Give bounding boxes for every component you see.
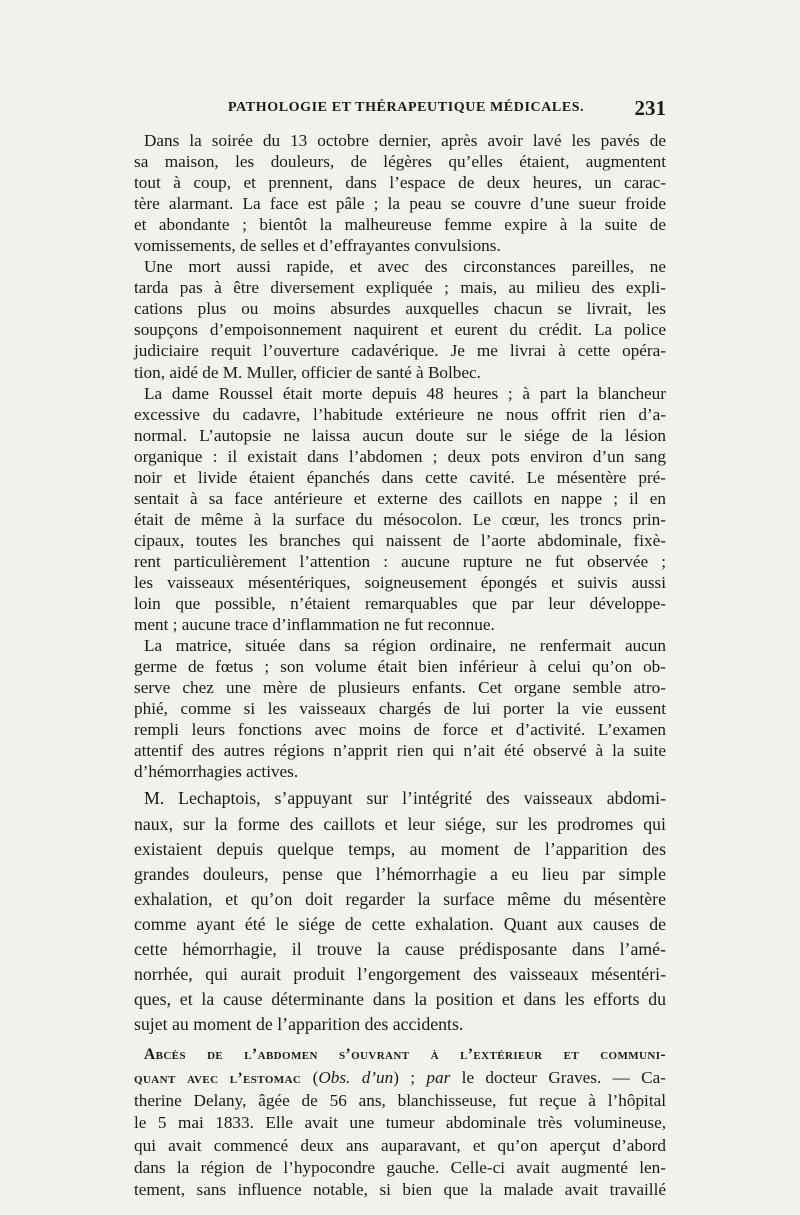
- running-title: PATHOLOGIE ET THÉRAPEUTIQUE MÉDICALES.: [228, 100, 585, 115]
- text-line: rent particulièrement l’attention : aucune rupture ne fut observée ;: [134, 551, 666, 571]
- byline: le docteur Graves. — Ca-: [450, 1067, 666, 1087]
- text-line: M. Lechaptois, s’appuyant sur l’intégrité des vaisseaux abdomi-: [144, 788, 666, 809]
- text-line: cations plus ou moins absurdes auxquelles chacun se livrait, les: [134, 299, 666, 319]
- text-line: therine Delany, âgée de 56 ans, blanchisseuse, fut reçue à l’hôpital: [134, 1090, 666, 1110]
- text-line: serve chez une mère de plusieurs enfants. Cet organe semble atro-: [134, 678, 666, 698]
- text-line: norrhée, qui aurait produit l’engorgement des vaisseaux mésentéri-: [134, 964, 666, 985]
- section-abces: [134, 1043, 666, 1201]
- text-line: germe de fœtus ; son volume était bien inférieur à celui qu’on ob-: [134, 657, 666, 677]
- text-line: noir et livide étaient épanchés dans cette cavité. Le mésentère pré-: [134, 467, 666, 487]
- text-line: sa maison, les douleurs, de légères qu’elles étaient, augmentent: [134, 152, 666, 172]
- text-line: attentif des autres régions n’apprit rien qui n’ait été observé à la suite: [134, 741, 666, 761]
- text-line: existaient depuis quelque temps, au moment de l’apparition des: [134, 838, 666, 859]
- text-line: Dans la soirée du 13 octobre dernier, après avoir lavé les pavés de: [144, 131, 666, 150]
- text-line: tère alarmant. La face est pâle ; la peau se couvre d’une sueur froide: [134, 194, 666, 214]
- text-line: naux, sur la forme des caillots et leur siége, sur les prodromes qui: [134, 813, 666, 834]
- obs-close: ) ;: [393, 1067, 427, 1087]
- obs-open: (: [301, 1067, 319, 1087]
- paragraph-1: [134, 130, 666, 256]
- text-line: exhalation, et qu’on doit regarder la surface même du mésentère: [134, 888, 666, 909]
- section-heading: [134, 1043, 666, 1066]
- text-line: sujet au moment de l’apparition des accidents.: [134, 1014, 464, 1035]
- paragraph-2: [134, 256, 666, 382]
- paragraph-3: [134, 383, 666, 636]
- text-line: judiciaire requit l’ouverture cadavérique. Je me livrai à cette opéra-: [134, 341, 666, 361]
- text-line: organique : il existait dans l’abdomen ; deux pots environ d’un sang: [134, 446, 666, 466]
- text-line: La matrice, située dans sa région ordinaire, ne renfermait aucun: [144, 636, 666, 656]
- section-heading-text-2: quant avec l’estomac: [134, 1069, 302, 1087]
- text-line: ment ; aucune trace d’inflammation ne fut reconnue.: [134, 615, 495, 635]
- text-line: normal. L’autopsie ne laissa aucun doute sur le siége de la lésion: [134, 425, 666, 445]
- text-line: tion, aidé de M. Muller, officier de santé à Bolbec.: [134, 362, 481, 382]
- section-heading-continued: [134, 1067, 666, 1090]
- text-line: vomissements, de selles et d’effrayantes convulsions.: [134, 236, 501, 256]
- text-line: d’hémorrhagies actives.: [134, 762, 299, 782]
- text-line: tarda pas à être diversement expliquée ; mais, au milieu des expli-: [134, 278, 666, 298]
- page-number: 231: [634, 96, 666, 120]
- text-line: comme ayant été le siége de cette exhalation. Quant aux causes de: [134, 913, 666, 934]
- text-line: phié, comme si les vaisseaux chargés de lui porter la vie eussent: [134, 699, 666, 719]
- paragraph-5: [134, 786, 666, 1037]
- page-header: [134, 96, 666, 124]
- text-line: dans la région de l’hypocondre gauche. Celle-ci avait augmenté len-: [134, 1157, 666, 1177]
- text-line: qui avait commencé deux ans auparavant, et qu’on aperçut d’abord: [134, 1135, 666, 1155]
- text-line: le 5 mai 1833. Elle avait une tumeur abdominale très volumineuse,: [134, 1113, 666, 1133]
- text-line: et abondante ; bientôt la malheureuse femme expire à la suite de: [134, 215, 666, 235]
- text-line: soupçons d’empoisonnement naquirent et eurent du crédit. La police: [134, 320, 666, 340]
- text-line: cette hémorrhagie, il trouve la cause prédisposante dans l’amé-: [134, 939, 666, 960]
- text-line: cipaux, toutes les branches qui naissent de l’aorte abdominale, fixè-: [134, 530, 666, 550]
- text-line: les vaisseaux mésentériques, soigneusement épongés et suivis aussi: [134, 572, 666, 592]
- section-heading-text: Abcès de l’abdomen s’ouvrant à l’extérieur et communi-: [144, 1046, 666, 1064]
- text-line: tement, sans influence notable, si bien que la malade avait travaillé: [134, 1180, 666, 1200]
- obs-label: Obs. d’un: [318, 1067, 394, 1087]
- text-line: était de même à la surface du mésocolon. Le cœur, les troncs prin-: [134, 509, 666, 529]
- par-word: par: [426, 1067, 451, 1087]
- text-line: excessive du cadavre, l’habitude extérieure ne nous offrit rien d’a-: [134, 404, 666, 424]
- text-line: rempli leurs fonctions avec moins de force et d’activité. L’examen: [134, 720, 666, 740]
- paragraph-4: [134, 635, 666, 782]
- text-line: ques, et la cause déterminante dans la position et dans les efforts du: [134, 989, 666, 1010]
- text-line: tout à coup, et prennent, dans l’espace de deux heures, un carac-: [134, 173, 666, 193]
- text-line: Une mort aussi rapide, et avec des circonstances pareilles, ne: [144, 257, 666, 277]
- text-line: sentait à sa face antérieure et externe des caillots en nappe ; il en: [134, 488, 666, 508]
- body-text: [134, 130, 666, 1201]
- text-line: grandes douleurs, pense que l’hémorrhagie a eu lieu par simple: [134, 863, 666, 884]
- text-line: loin que possible, n’étaient remarquables que par leur développe-: [134, 594, 666, 614]
- text-line: La dame Roussel était morte depuis 48 heures ; à part la blancheur: [144, 383, 666, 403]
